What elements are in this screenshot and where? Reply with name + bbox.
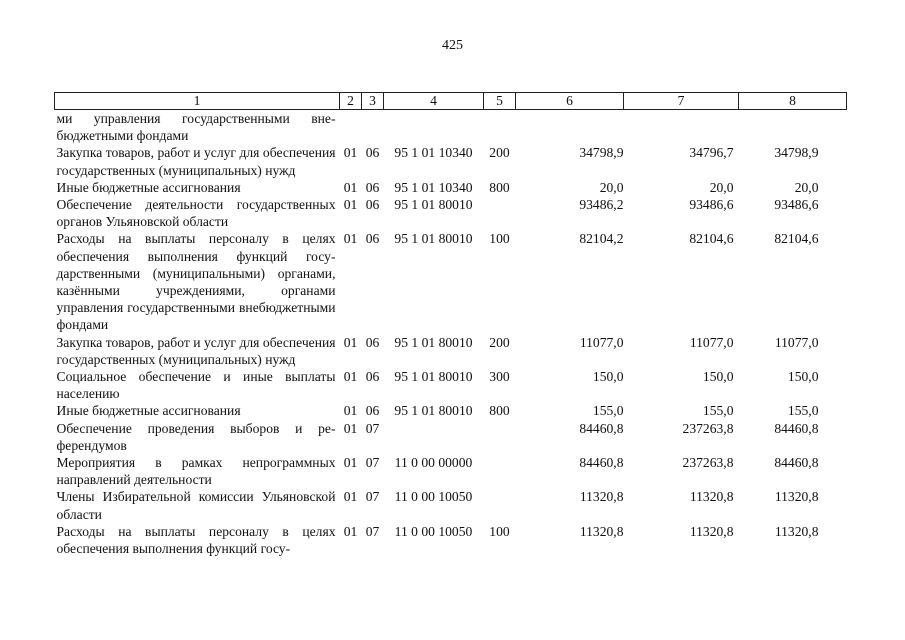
row-expense-type: [484, 420, 516, 454]
row-target-article: 11 0 00 10050: [394, 523, 473, 539]
row-section: 01: [343, 489, 358, 505]
row-amount-col7: 34796,7: [689, 145, 734, 161]
row-section: 01: [343, 231, 358, 247]
row-amount-col7: 11320,8: [689, 489, 734, 505]
row-amount-col8: 155,0: [787, 403, 819, 419]
row-target-article: 95 1 01 80010: [394, 231, 473, 247]
row-amount-col7: 155,0: [702, 403, 734, 419]
row-amount-col8: 20,0: [794, 179, 819, 195]
row-subsection: 06: [365, 403, 380, 419]
table-row: [55, 334, 847, 368]
row-section: 01: [343, 523, 358, 539]
table-row: [55, 488, 847, 522]
header-col-3: 3: [362, 93, 384, 110]
table-row: [55, 368, 847, 402]
table-row: [55, 402, 847, 419]
row-target-article: 95 1 01 80010: [394, 334, 473, 350]
row-amount-col6: 34798,9: [579, 145, 624, 161]
table-row: [55, 420, 847, 454]
row-subsection: 07: [365, 455, 380, 471]
row-amount-col7: 11077,0: [689, 334, 734, 350]
row-section: 01: [343, 145, 358, 161]
row-subsection: 07: [365, 420, 380, 436]
row-expense-type: 300: [489, 369, 510, 385]
row-section: 01: [343, 334, 358, 350]
row-amount-col8: 11077,0: [774, 334, 819, 350]
row-name: Расходы на выплаты персоналу в целях обеспечения выполнения функций госу-: [56, 523, 336, 557]
row-name: Социальное обеспечение и иные выплаты населению: [56, 369, 336, 402]
row-amount-col6: 84460,8: [579, 455, 624, 471]
row-amount-col8: 150,0: [787, 369, 819, 385]
row-amount-col7: 82104,6: [689, 231, 734, 247]
row-target-article: 95 1 01 80010: [394, 403, 473, 419]
row-target-article: 95 1 01 80010: [394, 197, 473, 213]
row-subsection: [362, 110, 384, 145]
row-amount-col7: 237263,8: [682, 455, 734, 471]
table-body: [55, 110, 847, 558]
table-row: [55, 179, 847, 196]
row-amount-col7: 237263,8: [682, 420, 734, 436]
row-target-article: 11 0 00 00000: [394, 455, 473, 471]
table-row: [55, 110, 847, 145]
row-name: Члены Избирательной комиссии Ульяновской области: [56, 489, 336, 522]
row-subsection: 06: [365, 145, 380, 161]
row-section: 01: [343, 455, 358, 471]
row-amount-col8: 82104,6: [774, 231, 819, 247]
row-expense-type: 800: [489, 179, 510, 195]
row-name: Закупка товаров, работ и услуг для обеспечения государственных (муниципальных) нужд: [56, 334, 336, 367]
row-name: Иные бюджетные ассигнования: [56, 179, 241, 195]
row-target-article: 11 0 00 10050: [394, 489, 473, 505]
row-subsection: 06: [365, 334, 380, 350]
row-amount-col7: [624, 110, 739, 145]
row-amount-col6: [516, 110, 624, 145]
row-amount-col6: 82104,2: [579, 231, 624, 247]
header-col-2: 2: [340, 93, 362, 110]
row-section: [340, 110, 362, 145]
row-subsection: 06: [365, 197, 380, 213]
row-amount-col6: 20,0: [599, 179, 624, 195]
row-subsection: 06: [365, 369, 380, 385]
row-expense-type: 100: [489, 231, 510, 247]
row-amount-col7: 150,0: [702, 369, 734, 385]
header-col-4: 4: [384, 93, 484, 110]
row-amount-col7: 20,0: [709, 179, 734, 195]
row-amount-col8: 84460,8: [774, 455, 819, 471]
header-col-8: 8: [739, 93, 847, 110]
row-amount-col7: 11320,8: [689, 523, 734, 539]
row-amount-col8: 11320,8: [774, 523, 819, 539]
row-amount-col6: 11320,8: [579, 523, 624, 539]
row-amount-col8: 11320,8: [774, 489, 819, 505]
table-header: [55, 93, 847, 110]
row-subsection: 07: [365, 489, 380, 505]
row-amount-col6: 155,0: [592, 403, 624, 419]
page-number: 425: [442, 38, 463, 53]
header-col-5: 5: [484, 93, 516, 110]
row-amount-col6: 11320,8: [579, 489, 624, 505]
row-amount-col6: 150,0: [592, 369, 624, 385]
row-section: 01: [343, 403, 358, 419]
row-amount-col8: 84460,8: [774, 420, 819, 436]
row-name: ми управления государственными внебюджетными фондами: [56, 111, 336, 144]
table-row: [55, 523, 847, 557]
row-target-article: [384, 110, 484, 145]
row-name: Иные бюджетные ассигнования: [56, 403, 241, 419]
header-col-6: 6: [516, 93, 624, 110]
header-col-7: 7: [624, 93, 739, 110]
row-section: 01: [343, 197, 358, 213]
row-amount-col8: 34798,9: [774, 145, 819, 161]
row-expense-type: [484, 196, 516, 230]
row-expense-type: [484, 454, 516, 488]
row-subsection: 07: [365, 523, 380, 539]
row-amount-col7: 93486,6: [689, 197, 734, 213]
row-target-article: 95 1 01 80010: [394, 369, 473, 385]
row-expense-type: 100: [489, 523, 510, 539]
row-name: Обеспечение проведения выборов и референдумов: [56, 420, 336, 453]
row-expense-type: 200: [489, 145, 510, 161]
table-row: [55, 196, 847, 230]
row-expense-type: 800: [489, 403, 510, 419]
header-col-1: 1: [55, 93, 340, 110]
row-amount-col8: [739, 110, 847, 145]
row-amount-col6: 84460,8: [579, 420, 624, 436]
row-expense-type: [484, 110, 516, 145]
table-row: [55, 230, 847, 333]
row-target-article: [384, 420, 484, 454]
row-name: Обеспечение деятельности государственных органов Ульяновской области: [56, 197, 336, 230]
row-name: Закупка товаров, работ и услуг для обеспечения государственных (муниципальных) нужд: [56, 145, 336, 178]
row-section: 01: [343, 420, 358, 436]
row-expense-type: [484, 488, 516, 522]
row-expense-type: 200: [489, 334, 510, 350]
row-subsection: 06: [365, 179, 380, 195]
row-section: 01: [343, 179, 358, 195]
row-amount-col6: 93486,2: [579, 197, 624, 213]
row-amount-col8: 93486,6: [774, 197, 819, 213]
row-section: 01: [343, 369, 358, 385]
budget-table: [54, 92, 847, 557]
row-subsection: 06: [365, 231, 380, 247]
row-target-article: 95 1 01 10340: [394, 179, 473, 195]
row-name: Мероприятия в рамках непрограммных направлений деятельности: [56, 455, 336, 488]
row-name: Расходы на выплаты персоналу в целях обеспечения выполнения функций государственными (муниципальными) органами, казёнными учреждениями, органами управления государственными внебюджетными фондами: [56, 231, 336, 333]
row-target-article: 95 1 01 10340: [394, 145, 473, 161]
table-row: [55, 144, 847, 178]
table-row: [55, 454, 847, 488]
row-amount-col6: 11077,0: [579, 334, 624, 350]
header-row: [55, 93, 847, 110]
